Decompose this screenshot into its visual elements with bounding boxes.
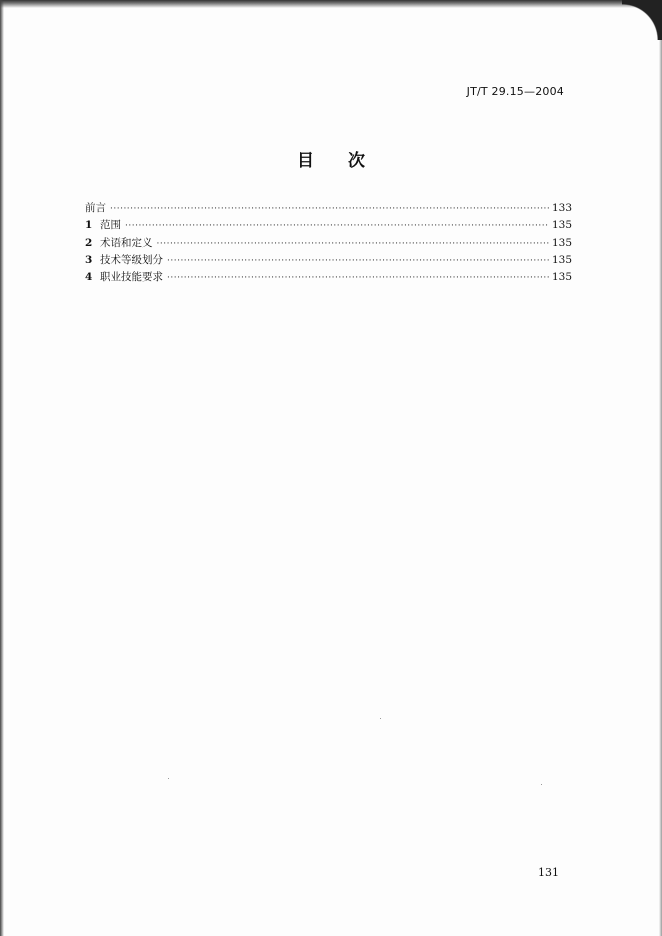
toc-entry-grades[interactable] [85,252,572,269]
toc-entry-label: 技术等级划分 [100,253,163,266]
scan-edge-left [0,0,4,936]
toc-entry-label: 前言 [85,202,106,214]
toc-entry-number: 1 [85,219,93,232]
toc-leader-dots [167,273,549,283]
scan-speck [541,784,542,785]
toc-title: 目次 [297,151,399,171]
toc-entry-page: 135 [551,236,572,249]
toc-entry-scope[interactable] [85,217,572,234]
document-code: JT/T 29.15—2004 [466,85,564,98]
toc-entry-number: 4 [85,271,93,284]
toc-entry-number: 3 [85,253,93,266]
toc-entry-number: 2 [85,236,93,249]
toc-leader-dots [110,204,549,214]
toc-entry-page: 135 [551,271,572,284]
toc-entry-skills[interactable] [85,269,572,286]
toc-leader-dots [167,256,549,266]
scan-edge-top [0,0,662,8]
scan-speck [380,718,381,719]
toc-entry-label: 范围 [100,219,121,232]
scan-corner [622,0,662,40]
toc-entry-page: 133 [551,202,572,214]
toc-entry-label: 术语和定义 [100,236,153,249]
toc-leader-dots [157,239,549,249]
page-number: 131 [538,866,559,879]
table-of-contents [85,200,572,286]
toc-entry-terms[interactable] [85,235,572,252]
toc-entry-page: 135 [551,253,572,266]
toc-leader-dots [125,221,549,231]
toc-entry-label: 职业技能要求 [100,271,163,284]
toc-entry-page: 135 [551,219,572,232]
toc-entry-foreword[interactable] [85,200,572,217]
scan-speck [168,778,169,779]
